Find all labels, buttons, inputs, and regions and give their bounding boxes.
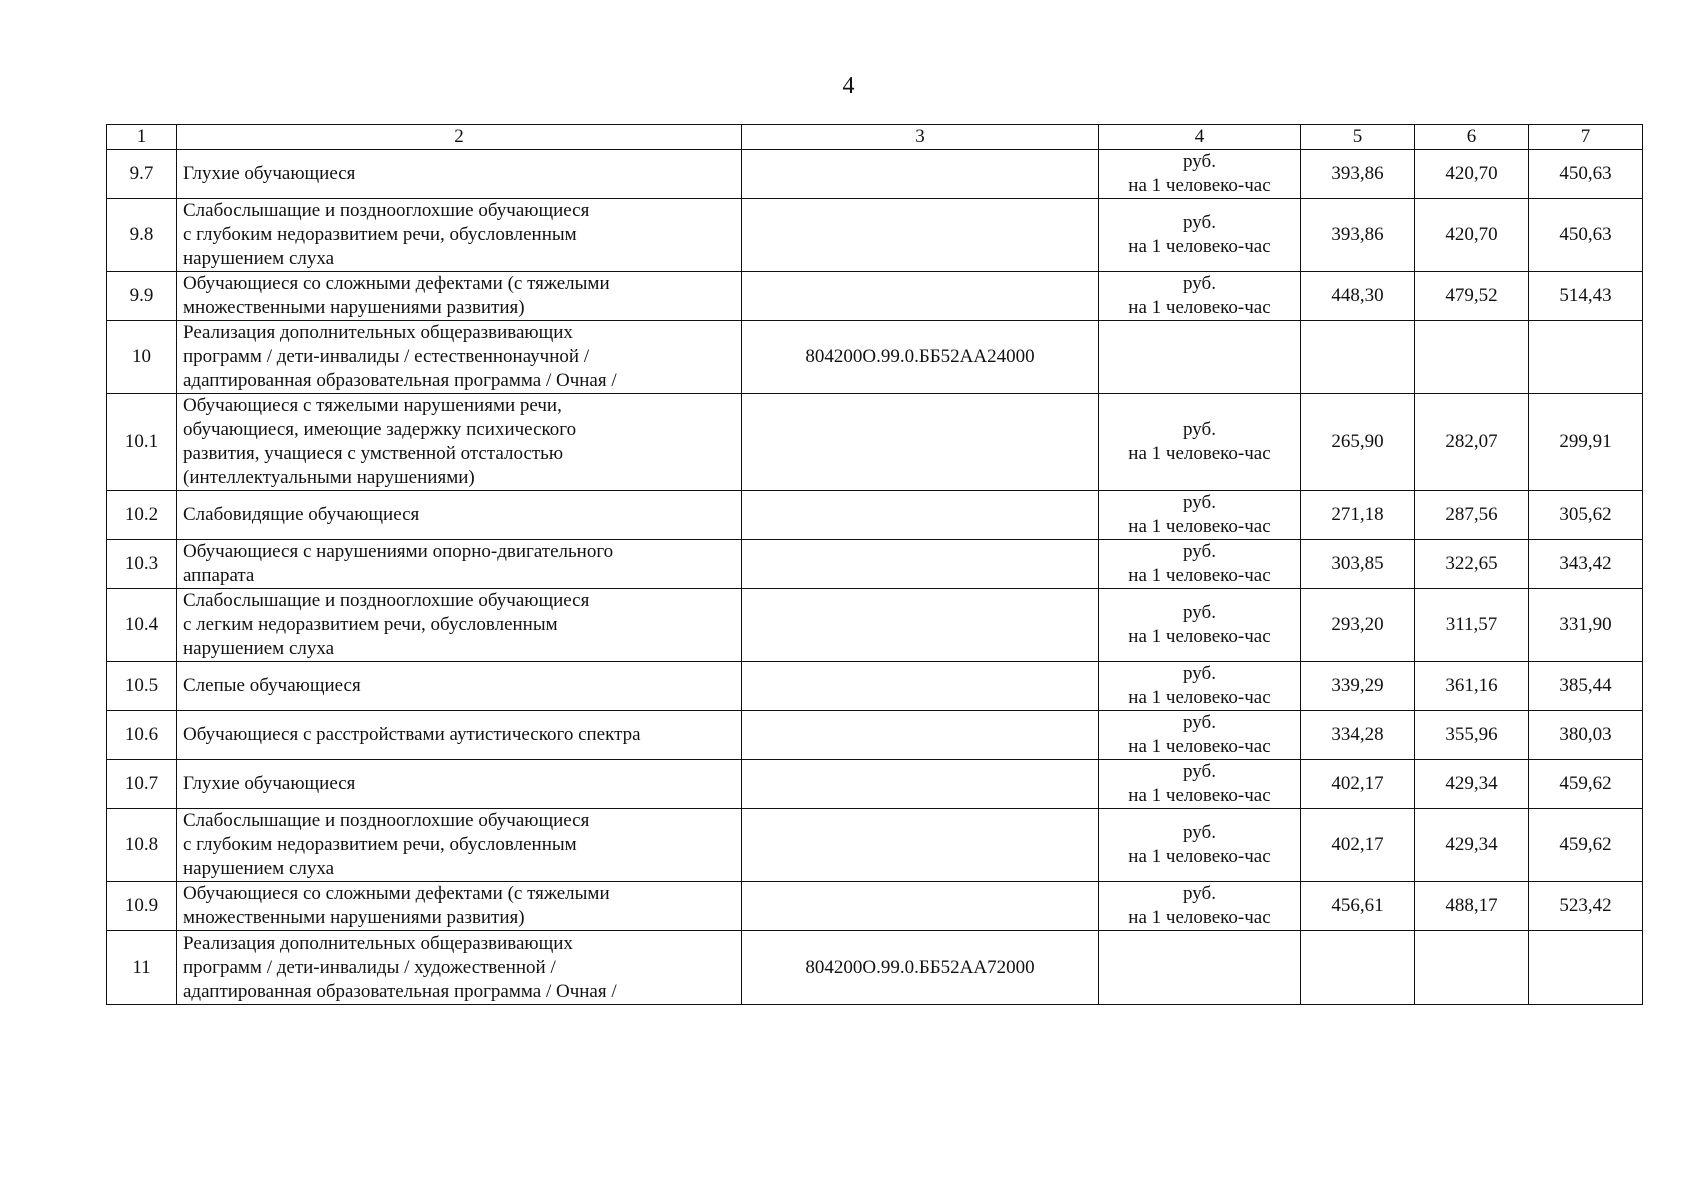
unit-currency: руб. — [1183, 761, 1216, 782]
row-code-cell — [742, 394, 1099, 491]
row-value-cell: 402,17 — [1301, 809, 1415, 882]
row-code-cell — [742, 760, 1099, 809]
row-value-cell: 334,28 — [1301, 711, 1415, 760]
row-value-cell: 299,91 — [1529, 394, 1643, 491]
unit-currency: руб. — [1183, 419, 1216, 440]
unit-measure: на 1 человеко-час — [1128, 785, 1271, 806]
row-value-cell: 488,17 — [1415, 882, 1529, 931]
unit-measure: на 1 человеко-час — [1128, 443, 1271, 464]
row-name-line: программ / дети-инвалиды / художественной / — [183, 956, 556, 978]
column-number-row — [107, 125, 1643, 150]
row-value-cell: 282,07 — [1415, 394, 1529, 491]
row-number-cell: 10 — [107, 321, 177, 394]
row-name-line: (интеллектуальными нарушениями) — [183, 467, 475, 488]
row-name-line: адаптированная образовательная программа / Очная / — [183, 980, 617, 1002]
row-code-cell — [742, 150, 1099, 199]
row-code-cell — [742, 589, 1099, 662]
row-name-cell — [177, 809, 742, 882]
row-value-cell: 450,63 — [1529, 150, 1643, 199]
row-name-cell — [177, 150, 742, 199]
row-unit-cell — [1099, 150, 1301, 199]
table-row — [107, 321, 1643, 394]
unit-currency: руб. — [1183, 273, 1216, 294]
row-value-cell: 429,34 — [1415, 760, 1529, 809]
row-value-cell: 385,44 — [1529, 662, 1643, 711]
row-number-cell: 10.9 — [107, 882, 177, 931]
row-unit-cell — [1099, 882, 1301, 931]
table-body — [107, 150, 1643, 1005]
row-name-line: Обучающиеся со сложными дефектами (с тяжелыми — [183, 883, 610, 904]
row-number-cell: 9.8 — [107, 199, 177, 272]
row-name-line: множественными нарушениями развития) — [183, 297, 525, 318]
unit-measure: на 1 человеко-час — [1128, 907, 1271, 928]
row-code-cell — [742, 711, 1099, 760]
row-value-cell: 339,29 — [1301, 662, 1415, 711]
row-value-cell: 305,62 — [1529, 491, 1643, 540]
table-row — [107, 150, 1643, 199]
unit-measure: на 1 человеко-час — [1128, 565, 1271, 586]
row-value-cell: 429,34 — [1415, 809, 1529, 882]
row-name-line: Слабослышащие и позднооглохшие обучающиеся — [183, 810, 590, 831]
unit-currency: руб. — [1183, 602, 1216, 623]
column-header: 2 — [177, 125, 742, 150]
unit-currency: руб. — [1183, 492, 1216, 513]
table-row — [107, 589, 1643, 662]
row-name-cell — [177, 882, 742, 931]
row-value-cell: 355,96 — [1415, 711, 1529, 760]
unit-measure: на 1 человеко-час — [1128, 297, 1271, 318]
row-value-cell: 459,62 — [1529, 809, 1643, 882]
row-value-cell: 343,42 — [1529, 540, 1643, 589]
row-name-cell — [177, 199, 742, 272]
unit-measure: на 1 человеко-час — [1128, 626, 1271, 647]
row-unit-cell — [1099, 321, 1301, 394]
row-number-cell: 10.3 — [107, 540, 177, 589]
unit-currency: руб. — [1183, 212, 1216, 233]
row-name-line: с глубоким недоразвитием речи, обусловленным — [183, 834, 577, 855]
column-header: 1 — [107, 125, 177, 150]
unit-currency: руб. — [1183, 822, 1216, 843]
row-number-cell: 9.9 — [107, 272, 177, 321]
column-header: 4 — [1099, 125, 1301, 150]
row-name-cell — [177, 760, 742, 809]
row-value-cell: 420,70 — [1415, 150, 1529, 199]
table-row — [107, 540, 1643, 589]
table-row — [107, 491, 1643, 540]
unit-measure: на 1 человеко-час — [1128, 846, 1271, 867]
row-unit-cell — [1099, 760, 1301, 809]
row-unit-cell — [1099, 199, 1301, 272]
row-value-cell: 393,86 — [1301, 199, 1415, 272]
row-name-cell — [177, 662, 742, 711]
row-number-cell: 10.1 — [107, 394, 177, 491]
row-number-cell: 10.4 — [107, 589, 177, 662]
row-value-cell: 456,61 — [1301, 882, 1415, 931]
row-name-cell — [177, 931, 742, 1005]
row-value-cell: 380,03 — [1529, 711, 1643, 760]
row-code-cell — [742, 199, 1099, 272]
table-row — [107, 199, 1643, 272]
unit-measure: на 1 человеко-час — [1128, 236, 1271, 257]
row-unit-cell — [1099, 809, 1301, 882]
row-unit-cell — [1099, 589, 1301, 662]
column-header: 6 — [1415, 125, 1529, 150]
page-number: 4 — [842, 73, 855, 99]
row-value-cell: 402,17 — [1301, 760, 1415, 809]
row-number-cell: 10.6 — [107, 711, 177, 760]
row-code-cell: 804200О.99.0.ББ52АА72000 — [742, 931, 1099, 1005]
row-code-cell — [742, 662, 1099, 711]
row-name-cell — [177, 321, 742, 394]
row-name-line: Глухие обучающиеся — [183, 773, 356, 794]
row-value-cell — [1301, 321, 1415, 394]
row-value-cell: 523,42 — [1529, 882, 1643, 931]
row-name-cell — [177, 711, 742, 760]
row-value-cell — [1529, 321, 1643, 394]
table-row — [107, 394, 1643, 491]
row-name-cell — [177, 272, 742, 321]
row-number-cell: 11 — [107, 931, 177, 1005]
row-name-line: нарушением слуха — [183, 638, 335, 659]
row-number-cell: 10.7 — [107, 760, 177, 809]
row-value-cell — [1529, 931, 1643, 1005]
row-unit-cell — [1099, 394, 1301, 491]
row-name-line: с легким недоразвитием речи, обусловленным — [183, 614, 558, 635]
unit-currency: руб. — [1183, 541, 1216, 562]
row-value-cell — [1415, 321, 1529, 394]
row-value-cell: 479,52 — [1415, 272, 1529, 321]
table-row — [107, 931, 1643, 1005]
row-value-cell: 265,90 — [1301, 394, 1415, 491]
column-header: 3 — [742, 125, 1099, 150]
row-value-cell: 311,57 — [1415, 589, 1529, 662]
row-name-line: нарушением слуха — [183, 248, 335, 269]
row-number-cell: 9.7 — [107, 150, 177, 199]
row-name-line: обучающиеся, имеющие задержку психического — [183, 419, 577, 440]
row-name-line: Обучающиеся с тяжелыми нарушениями речи, — [183, 395, 562, 416]
row-code-cell — [742, 272, 1099, 321]
row-value-cell: 331,90 — [1529, 589, 1643, 662]
row-name-line: Обучающиеся со сложными дефектами (с тяжелыми — [183, 273, 610, 294]
row-name-line: множественными нарушениями развития) — [183, 907, 525, 928]
row-unit-cell — [1099, 662, 1301, 711]
row-unit-cell — [1099, 540, 1301, 589]
row-name-line: Слабослышащие и позднооглохшие обучающиеся — [183, 590, 590, 611]
table-row — [107, 272, 1643, 321]
row-value-cell: 322,65 — [1415, 540, 1529, 589]
row-value-cell — [1415, 931, 1529, 1005]
row-value-cell: 287,56 — [1415, 491, 1529, 540]
row-value-cell — [1301, 931, 1415, 1005]
row-code-cell — [742, 540, 1099, 589]
row-name-cell — [177, 589, 742, 662]
unit-currency: руб. — [1183, 712, 1216, 733]
unit-measure: на 1 человеко-час — [1128, 736, 1271, 757]
row-name-line: аппарата — [183, 565, 255, 586]
row-unit-cell — [1099, 272, 1301, 321]
row-value-cell: 271,18 — [1301, 491, 1415, 540]
row-value-cell: 514,43 — [1529, 272, 1643, 321]
row-value-cell: 361,16 — [1415, 662, 1529, 711]
unit-currency: руб. — [1183, 151, 1216, 172]
row-name-line: Слабовидящие обучающиеся — [183, 504, 420, 525]
table-row — [107, 760, 1643, 809]
row-number-cell: 10.8 — [107, 809, 177, 882]
column-header: 5 — [1301, 125, 1415, 150]
row-name-line: с глубоким недоразвитием речи, обусловленным — [183, 224, 577, 245]
row-value-cell: 448,30 — [1301, 272, 1415, 321]
row-code-cell: 804200О.99.0.ББ52АА24000 — [742, 321, 1099, 394]
row-name-line: Обучающиеся с нарушениями опорно-двигательного — [183, 541, 614, 562]
row-name-line: Слепые обучающиеся — [183, 675, 361, 696]
unit-measure: на 1 человеко-час — [1128, 516, 1271, 537]
row-name-cell — [177, 491, 742, 540]
row-unit-cell — [1099, 711, 1301, 760]
table-row — [107, 882, 1643, 931]
row-value-cell: 393,86 — [1301, 150, 1415, 199]
row-value-cell: 459,62 — [1529, 760, 1643, 809]
tariff-table — [106, 124, 1643, 1005]
row-name-line: Обучающиеся с расстройствами аутистического спектра — [183, 724, 641, 745]
row-name-line: Реализация дополнительных общеразвивающих — [183, 932, 573, 954]
row-code-cell — [742, 882, 1099, 931]
row-name-line: нарушением слуха — [183, 858, 335, 879]
row-name-cell — [177, 540, 742, 589]
row-name-line: адаптированная образовательная программа / Очная / — [183, 370, 617, 391]
column-header: 7 — [1529, 125, 1643, 150]
table-row — [107, 809, 1643, 882]
row-value-cell: 303,85 — [1301, 540, 1415, 589]
row-unit-cell — [1099, 491, 1301, 540]
row-value-cell: 293,20 — [1301, 589, 1415, 662]
unit-measure: на 1 человеко-час — [1128, 687, 1271, 708]
row-name-cell — [177, 394, 742, 491]
row-code-cell — [742, 809, 1099, 882]
row-name-line: развития, учащиеся с умственной отсталостью — [183, 443, 564, 464]
row-number-cell: 10.2 — [107, 491, 177, 540]
row-name-line: программ / дети-инвалиды / естественнонаучной / — [183, 346, 590, 367]
row-name-line: Реализация дополнительных общеразвивающих — [183, 322, 573, 343]
row-value-cell: 420,70 — [1415, 199, 1529, 272]
row-code-cell — [742, 491, 1099, 540]
row-name-line: Слабослышащие и позднооглохшие обучающиеся — [183, 200, 590, 221]
unit-currency: руб. — [1183, 663, 1216, 684]
table-row — [107, 662, 1643, 711]
row-name-line: Глухие обучающиеся — [183, 163, 356, 184]
row-number-cell: 10.5 — [107, 662, 177, 711]
row-unit-cell — [1099, 931, 1301, 1005]
unit-currency: руб. — [1183, 883, 1216, 904]
table-row — [107, 711, 1643, 760]
row-value-cell: 450,63 — [1529, 199, 1643, 272]
unit-measure: на 1 человеко-час — [1128, 175, 1271, 196]
